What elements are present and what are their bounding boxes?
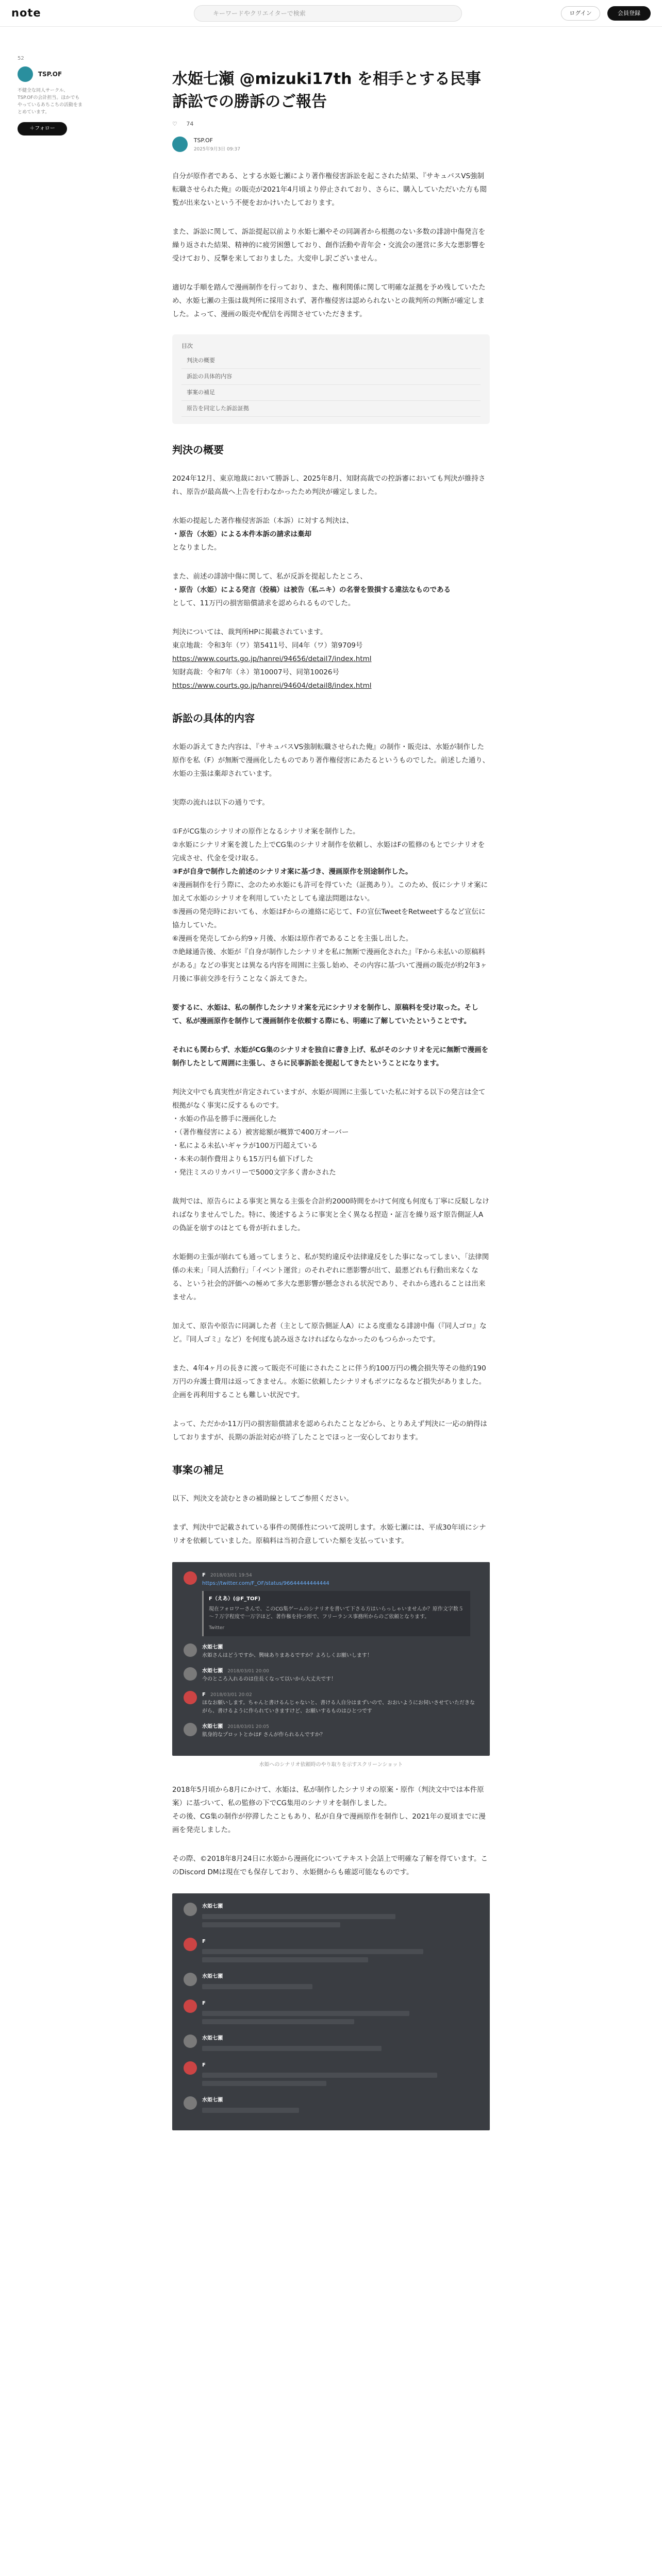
bold-text: 要するに、水姫は、私の制作したシナリオ案を元にシナリオを制作し、原稿料を受け取った。そして、私が漫画原作を制作して漫画制作を依頼する際にも、明確に了解していたということです。 (172, 1004, 478, 1025)
chat-message (184, 2035, 478, 2054)
paragraph: として、11万円の損害賠償請求を認められるものでした。 (172, 599, 355, 607)
chat-message (184, 2061, 478, 2089)
heart-icon[interactable]: ♡ (172, 121, 177, 127)
toc-item[interactable]: 事案の補足 (181, 385, 481, 401)
paragraph: 裁判では、原告らによる事実と異なる主張を合計約2000時間をかけて何度も何度も丁寧に反駁しなければなりませんでした。特に、後述するように事実と全く異なる捏造・証言を繰り返す原告側証人Aの偽証を崩すのはとても骨が折れました。 (172, 1197, 489, 1232)
paragraph (172, 679, 490, 692)
paragraph: ・発注ミスのリカバリーで5000文字多く書かされた (172, 1168, 336, 1177)
avatar (184, 1667, 197, 1681)
court-link[interactable]: https://www.courts.go.jp/hanrei/94604/detail8/index.html (172, 682, 372, 690)
avatar (184, 1938, 197, 1951)
paragraph: 実際の流れは以下の通りです。 (172, 799, 269, 807)
chat-text: 今のところ入れるのは住長くなって以いから大丈夫です！ (202, 1676, 336, 1682)
chat-message (184, 1938, 478, 1965)
avatar (184, 1973, 197, 1986)
chat-author: F (202, 1692, 206, 1698)
like-count: 74 (186, 121, 194, 127)
chat-message (184, 1903, 478, 1930)
paragraph: ・（著作権侵害による）被害総額が概算で400万オーバー (172, 1128, 349, 1137)
author-block (172, 137, 490, 154)
toc-item[interactable]: 判決の概要 (181, 353, 481, 369)
chat-author: 水姫七瀬 (202, 1645, 223, 1650)
paragraph (172, 528, 490, 541)
chat-author: F (202, 2062, 206, 2068)
paragraph: その後、CG集の制作が停滞したこともあり、私が自身で漫画原作を制作し、2021年の夏頃までに漫画を発売しました。 (172, 1812, 486, 1834)
creator-name[interactable]: TSP.OF (38, 71, 62, 78)
toc-item[interactable]: 訴訟の具体的内容 (181, 369, 481, 385)
chat-message (184, 1667, 478, 1684)
bold-text: ③Fが自身で制作した前述のシナリオ案に基づき、漫画原作を別途制作した。 (172, 868, 412, 876)
figure-caption: 水姫へのシナリオ依頼時のやり取りを示すスクリーンショット (259, 1762, 403, 1768)
chat-message (184, 1571, 478, 1636)
paragraph: ・私による未払いギャラが100万円超えている (172, 1142, 318, 1150)
paragraph (172, 583, 490, 597)
intro-paragraph-2: また、訴訟に関して、訴訟提起以前より水姫七瀬やその同調者から根拠のない多数の誹謗中傷発言を繰り返された結果、精神的に疲労困憊しており、創作活動や青年会・交流会の運営に多大な悪影響を受けており、反撃を来しておりました。大変申し訳ございません。 (172, 228, 486, 263)
chat-author: F (202, 1939, 206, 1944)
paragraph (172, 652, 490, 666)
paragraph: 判決については、裁判所HPに掲載されています。 (172, 628, 327, 636)
paragraph: ⑥漫画を発売してから約9ヶ月後、水姫は原作者であることを主張し出した。 (172, 935, 413, 943)
paragraph: となりました。 (172, 544, 221, 552)
chat-time: 2018/03/01 20:02 (210, 1692, 252, 1698)
bold-text: ・原告（水姫）による発言（投稿）は被告（私ニキ）の名誉を毀損する違法なものである (172, 586, 451, 594)
table-of-contents (172, 334, 490, 424)
paragraph (172, 1043, 490, 1070)
paragraph: ・水姫の作品を勝手に漫画化した (172, 1115, 277, 1123)
paragraph: ・本来の制作費用よりも15万円も値下げした (172, 1155, 313, 1163)
article (172, 68, 490, 2130)
chat-author: 水姫七瀬 (202, 2097, 223, 2103)
chat-author: 水姫七瀬 (202, 1974, 223, 1979)
chat-message (184, 1999, 478, 2027)
embed-footer: Twitter (209, 1625, 225, 1631)
creator-avatar[interactable] (18, 66, 33, 82)
chat-time: 2018/03/01 19:54 (210, 1573, 252, 1578)
chat-author: 水姫七瀬 (202, 1724, 223, 1730)
paragraph: 水姫側の主張が崩れても通ってしまうと、私が契約違反や法律違反をした事になってしまい、「法律関係の未来」「同人活動行」「イベント運営」のそれぞれに悪影響が出て、最悪どれも行動出来なくなる、という社会的評価への極めて多大な悪影響が懸念される状況であり、それから逃れることは出来ません。 (172, 1253, 489, 1301)
creator-sidebar (18, 56, 84, 135)
chat-message (184, 1723, 478, 1739)
paragraph: ⑤漫画の発売時においても、水姫はFからの連絡に応じて、Fの宣伝TweetをRetweetするなど宣伝に協力していた。 (172, 908, 486, 929)
court-link[interactable]: https://www.courts.go.jp/hanrei/94656/detail7/index.html (172, 655, 372, 663)
chat-text: ほなお願いします。ちゃんと書けるんじゃないと、書ける人自分はまずいので、おおいようにお伺いさせていただきながら、書けるように作られていきますけど、お願いするものはひとつです (202, 1700, 475, 1714)
chat-time: 2018/03/01 20:05 (227, 1724, 269, 1730)
discord-dm-screenshot (172, 1893, 490, 2130)
paragraph: 知財高裁：令和7年（ネ）第10007号、同第10026号 (172, 668, 339, 676)
avatar (184, 1571, 197, 1585)
paragraph: ①FがCG集のシナリオの原作となるシナリオ案を制作した。 (172, 827, 360, 836)
chat-message (184, 1691, 478, 1716)
paragraph: まず、判決中で記載されている事件の関係性について説明します。水姫七瀬には、平成30年頃にシナリオを依頼していました。原稿料は当初合意していた額を支払っています。 (172, 1523, 486, 1545)
like-row (172, 121, 490, 127)
paragraph (172, 865, 490, 878)
paragraph: 以下、判決文を読むときの補助線としてご参照ください。 (172, 1495, 353, 1503)
paragraph: また、4年4ヶ月の長きに渡って販売不可能にされたことに伴う約100万円の機会損失等その他約190万円の弁護士費用は返ってきません。水姫に依頼したシナリオもボツになるなど損失がありました。企画を再利用することも難しい状況です。 (172, 1364, 486, 1399)
note-logo[interactable]: note (11, 7, 41, 19)
search-input[interactable]: キーワードやクリエイターで検索 (194, 5, 462, 22)
toc-heading: 目次 (181, 343, 193, 349)
avatar (184, 2096, 197, 2110)
paragraph: 東京地裁：令和3年（ワ）第5411号、同4年（ワ）第9709号 (172, 641, 363, 650)
chat-author: 水姫七瀬 (202, 2036, 223, 2041)
intro-paragraph-1: 自分が原作者である、とする水姫七瀬により著作権侵害訴訟を起こされた結果、『サキュバスVS強制転職させられた俺』の販売が2021年4月頃より停止されており、さらに、購入していただいた方も閲覧が出来ないという不便をおかけいたしております。 (172, 172, 487, 207)
chat-time: 2018/03/01 20:00 (227, 1669, 269, 1674)
avatar (184, 1723, 197, 1736)
chat-author: 水姫七瀬 (202, 1668, 223, 1674)
paragraph (172, 1001, 490, 1028)
chat-author: F (202, 1572, 206, 1578)
section-heading: 訴訟の具体的内容 (172, 712, 255, 724)
embed-title: F（えあ）(@F_TOF) (209, 1596, 260, 1602)
login-button[interactable]: ログイン (561, 6, 600, 21)
discord-screenshot (172, 1562, 490, 1756)
chat-message (184, 2096, 478, 2116)
signup-button[interactable]: 会員登録 (607, 6, 651, 21)
paragraph: 水姫の提起した著作権侵害訴訟（本訴）に対する判決は、 (172, 517, 353, 525)
avatar (184, 1691, 197, 1704)
bold-text: それにも関わらず、水姫がCG集のシナリオを独自に書き上げ、私がそのシナリオを元に無断で漫画を制作したとして周囲に主張し、さらに民事訴訟を提起してきたということになります。 (172, 1046, 489, 1067)
tweet-embed (202, 1591, 470, 1636)
chat-message (184, 1973, 478, 1992)
creator-description: 不健全な同人サークル、TSP.OFの会計担当。ほかでもやっているあちこちの活動をまとめています。 (18, 88, 83, 115)
chat-message (184, 1643, 478, 1660)
article-title: 水姫七瀬 @mizuki17th を相手とする民事訴訟での勝訴のご報告 (172, 70, 481, 111)
post-date: 2025年9月3日 09:37 (193, 146, 240, 152)
paragraph: よって、ただかか11万円の損害賠償請求を認められたことなどから、とりあえず判決に一応の納得はしておりますが、長期の訴訟対応が終了したことでほっと一安心しております。 (172, 1420, 487, 1442)
chat-author: F (202, 2001, 206, 2006)
chat-link: https://twitter.com/F_OF/status/96644444444444 (202, 1581, 329, 1586)
intro-paragraph-3: 適切な手順を踏んで漫画制作を行っており、また、権利関係に関して明確な証拠を予め残していたため、水姫七瀬の主張は裁判所に採用されず、著作権侵害は認められないとの裁判所の判断が確定しました。よって、漫画の販売や配信を再開させていただきます。 (172, 283, 486, 318)
avatar (184, 1643, 197, 1657)
embed-text: 現在フォロワーさんで、このCG集ゲームのシナリオを書いて下さる方はいらっしゃいませんか？原作文字数５～７万字程度で一万字ほど、著作権を持つ形で、フリーランス事務所からのご依頼となります。 (209, 1606, 464, 1620)
chat-text: 水姫さんはどうですか、興味ありまあるですか？よろしくお願いします！ (202, 1653, 372, 1658)
bold-text: ・原告（水姫）による本件本訴の請求は棄却 (172, 530, 311, 538)
toc-item[interactable]: 原告を同定した訴訟証拠 (181, 401, 481, 417)
paragraph: 2024年12月、東京地裁において勝訴し、2025年8月、知財高裁での控訴審においても判決が維持され、原告が最高裁へ上告を行わなかったため判決が確定しました。 (172, 474, 486, 496)
paragraph: また、前述の誹謗中傷に関して、私が反訴を提起したところ、 (172, 572, 367, 581)
paragraph: 水姫の訴えてきた内容は、『サキュバスVS強制転職させられた俺』の制作・販売は、水姫が制作した原作を私（F）が無断で漫画化したものであり著作権侵害にあたるというものでした。前述した通り、水姫の主張は棄却されています。 (172, 743, 490, 778)
section-heading: 判決の概要 (172, 444, 224, 456)
avatar (184, 2035, 197, 2048)
author-name[interactable]: TSP.OF (193, 137, 213, 144)
avatar (184, 1999, 197, 2013)
chat-text: 肌身的なプロットとかはF さんが作られるんですか？ (202, 1732, 325, 1738)
paragraph: 2018年5月頃から8月にかけて、水姫は、私が制作したシナリオの原案・原作（判決文中では本件原案）に基づいて、私の監修の下でCG集用のシナリオを制作しました。 (172, 1786, 484, 1807)
paragraph: 判決文中でも真実性が肯定されていますが、水姫が周囲に主張していた私に対する以下の発言は全て根拠がなく事実に反するものです。 (172, 1088, 486, 1110)
avatar (184, 2061, 197, 2075)
section-heading: 事案の補足 (172, 1464, 224, 1476)
avatar (184, 1903, 197, 1916)
paragraph: 加えて、原告や原告に同調した者（主として原告側証人A）による度重なる誹謗中傷（『同人ゴロ』など。『同人ゴミ』など）を何度も読み返さなければならなかったのもつらかったです。 (172, 1322, 487, 1344)
paragraph: その際、©2018年8月24日に水姫から漫画化についてテキスト会話上で明確な了解を得ています。このDiscord DMは現在でも保存しており、水姫側からも確認可能なものです。 (172, 1855, 488, 1876)
follow-button[interactable]: ＋フォロー (18, 122, 67, 135)
paragraph: ④漫画制作を行う際に、念のため水姫にも許可を得ていた（証拠あり）。このため、仮にシナリオ案に加えて水姫のシナリオを利用していたとしても違法問題はない。 (172, 881, 488, 903)
top-header (0, 0, 662, 27)
paragraph: ⑦絶縁通告後、水姫が『自身が制作したシナリオを私に無断で漫画化された』『Fから未払いの原稿料がある』などの事実とは異なる内容を周囲に主張し始め、その内容に基づいて漫画の販売が約2年3ヶ月後に事前交渉を行うことなく訴えてきた。 (172, 948, 487, 983)
paragraph: ②水姫にシナリオ案を渡した上でCG集のシナリオ制作を依頼し、水姫はFの監修のもとでシナリオを完成させ、代金を受け取る。 (172, 841, 485, 862)
author-avatar[interactable] (172, 137, 188, 152)
sidebar-count: 52 (18, 56, 24, 61)
chat-author: 水姫七瀬 (202, 1904, 223, 1909)
